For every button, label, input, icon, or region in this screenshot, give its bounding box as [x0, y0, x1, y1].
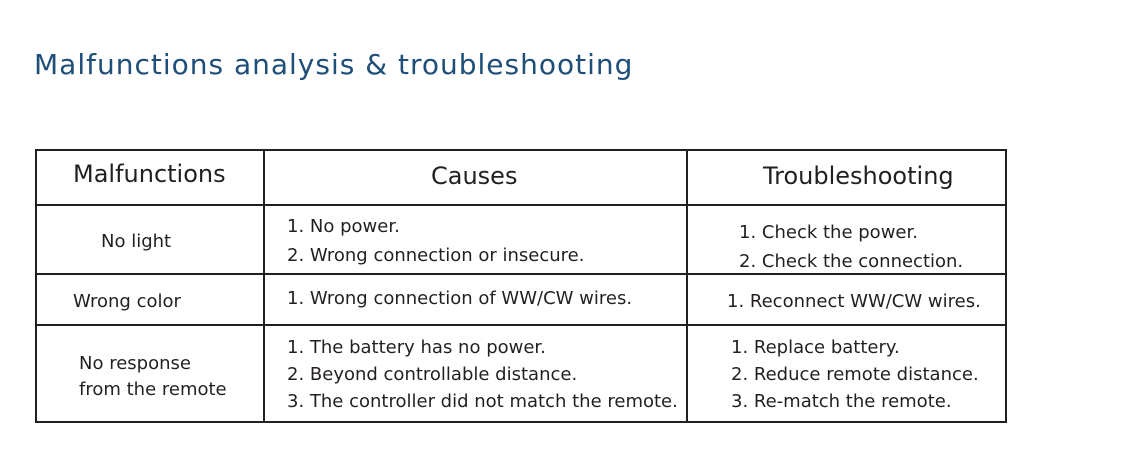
header-causes: Causes: [431, 162, 518, 190]
row3-fix-3: 3. Re-match the remote.: [731, 391, 952, 412]
column-divider: [686, 151, 688, 421]
row3-fix-2: 2. Reduce remote distance.: [731, 364, 979, 385]
row-divider: [37, 204, 1005, 206]
row3-fix-1: 1. Replace battery.: [731, 337, 900, 358]
row1-cause-2: 2. Wrong connection or insecure.: [287, 245, 585, 266]
header-troubleshooting: Troubleshooting: [763, 162, 954, 190]
row3-cause-1: 1. The battery has no power.: [287, 337, 546, 358]
row2-cause-1: 1. Wrong connection of WW/CW wires.: [287, 288, 633, 309]
row3-malfunction-1: No response: [79, 353, 191, 374]
column-divider: [263, 151, 265, 421]
header-malfunctions: Malfunctions: [73, 160, 226, 188]
row2-fix-1: 1. Reconnect WW/CW wires.: [727, 291, 981, 312]
page-title: Malfunctions analysis & troubleshooting: [34, 48, 634, 81]
row-divider: [37, 324, 1005, 326]
row1-malfunction: No light: [101, 231, 172, 252]
troubleshooting-table: [35, 149, 1007, 423]
row3-cause-3: 3. The controller did not match the remote.: [287, 391, 678, 412]
row3-malfunction-2: from the remote: [79, 379, 227, 400]
row1-fix-1: 1. Check the power.: [739, 222, 918, 243]
row2-malfunction: Wrong color: [73, 291, 181, 312]
row1-cause-1: 1. No power.: [287, 216, 400, 237]
row3-cause-2: 2. Beyond controllable distance.: [287, 364, 578, 385]
row1-fix-2: 2. Check the connection.: [739, 251, 964, 272]
